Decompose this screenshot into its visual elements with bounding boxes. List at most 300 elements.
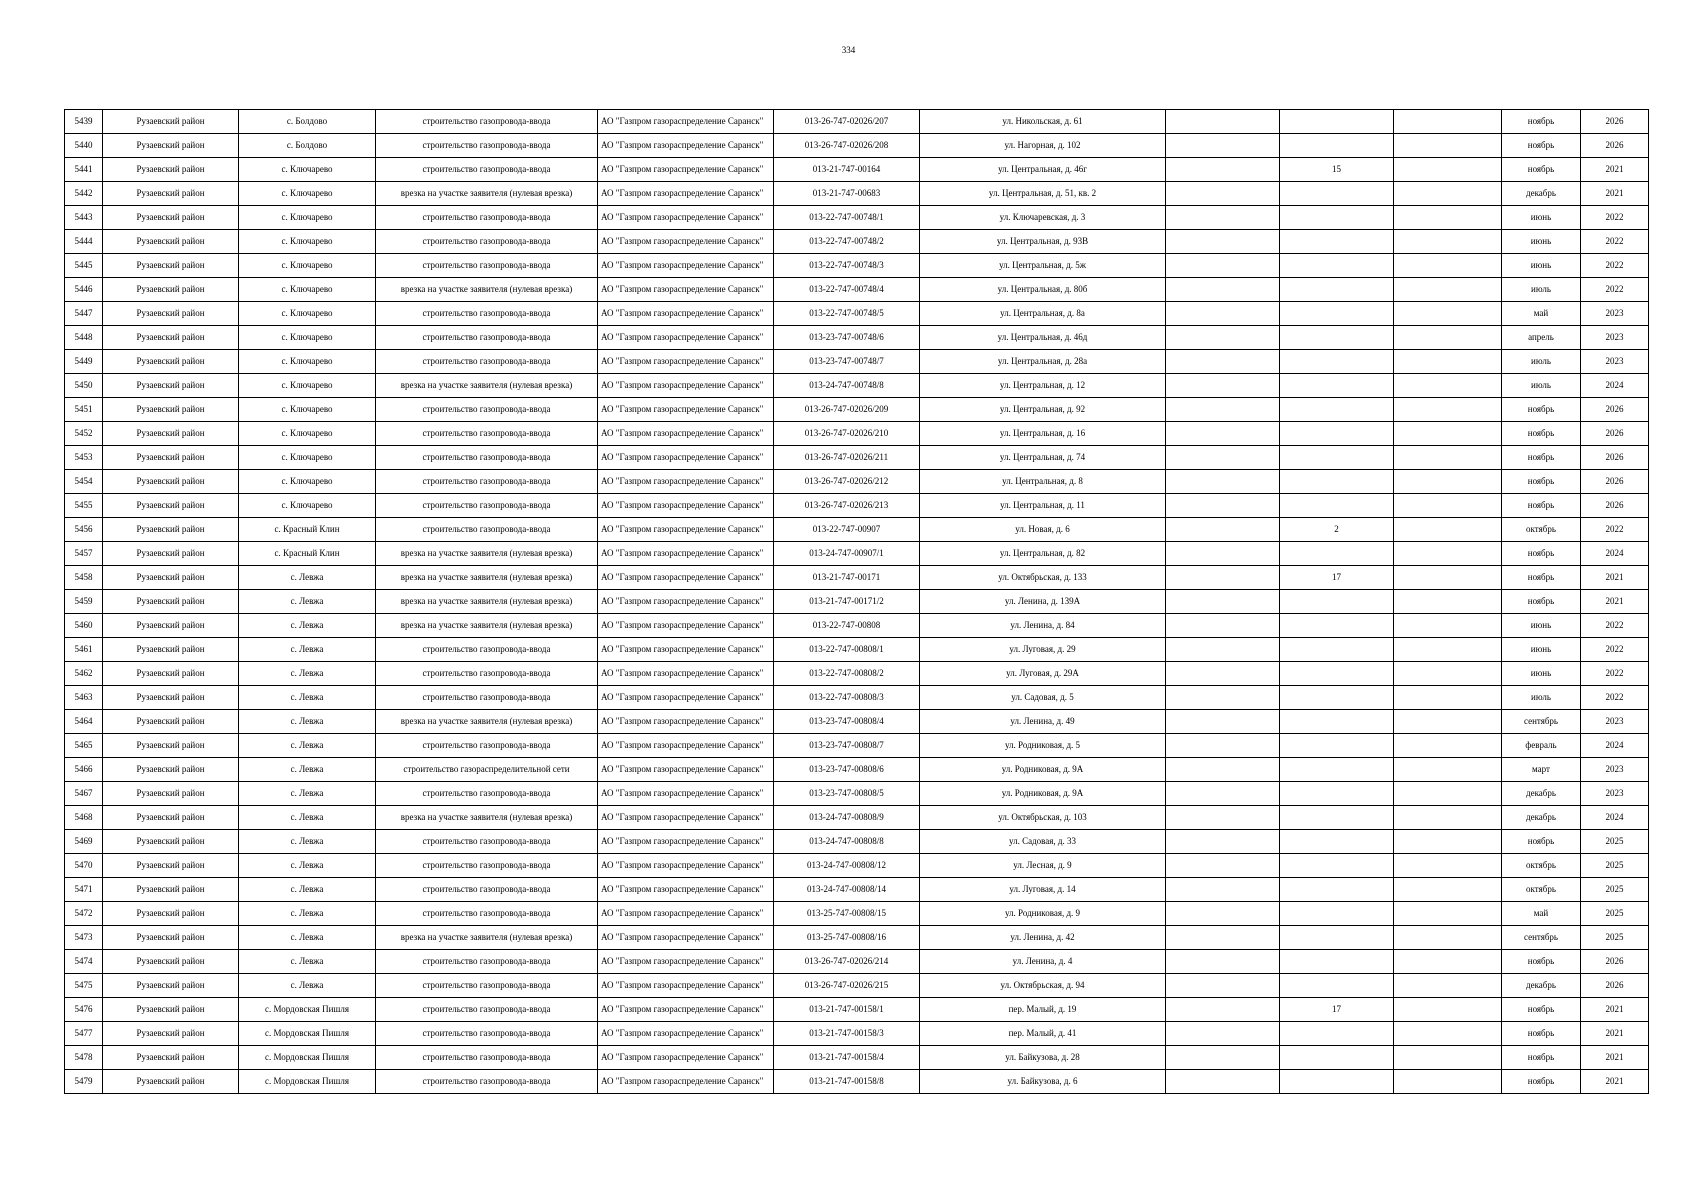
cell-work-type: строительство газопровода-ввода — [376, 878, 598, 902]
cell-contract-number: 013-21-747-00158/3 — [774, 1022, 920, 1046]
cell-organization: АО "Газпром газораспределение Саранск" — [598, 782, 774, 806]
cell-row-number: 5444 — [65, 230, 103, 254]
cell-row-number: 5454 — [65, 470, 103, 494]
cell-locality: с. Левжа — [239, 950, 376, 974]
cell-quantity — [1280, 950, 1394, 974]
cell-month: март — [1502, 758, 1581, 782]
cell-address: ул. Байкузова, д. 6 — [920, 1070, 1166, 1094]
cell-work-type: строительство газопровода-ввода — [376, 734, 598, 758]
cell-locality: с. Ключарево — [239, 206, 376, 230]
cell-locality: с. Ключарево — [239, 326, 376, 350]
cell-quantity — [1280, 782, 1394, 806]
cell-locality: с. Левжа — [239, 590, 376, 614]
cell-empty-column-2 — [1394, 470, 1502, 494]
cell-contract-number: 013-23-747-00808/4 — [774, 710, 920, 734]
cell-organization: АО "Газпром газораспределение Саранск" — [598, 350, 774, 374]
cell-contract-number: 013-26-747-02026/214 — [774, 950, 920, 974]
cell-empty-column-1 — [1166, 686, 1280, 710]
cell-row-number: 5452 — [65, 422, 103, 446]
cell-address: ул. Ленина, д. 4 — [920, 950, 1166, 974]
cell-quantity — [1280, 734, 1394, 758]
cell-address: ул. Центральная, д. 92 — [920, 398, 1166, 422]
cell-quantity — [1280, 686, 1394, 710]
cell-address: ул. Ленина, д. 42 — [920, 926, 1166, 950]
cell-contract-number: 013-24-747-00808/8 — [774, 830, 920, 854]
cell-locality: с. Левжа — [239, 878, 376, 902]
cell-district: Рузаевский район — [103, 110, 239, 134]
cell-quantity — [1280, 350, 1394, 374]
cell-address: ул. Центральная, д. 51, кв. 2 — [920, 182, 1166, 206]
cell-work-type: строительство газопровода-ввода — [376, 974, 598, 998]
table-body — [65, 110, 1649, 1094]
cell-empty-column-1 — [1166, 950, 1280, 974]
cell-month: ноябрь — [1502, 590, 1581, 614]
cell-quantity — [1280, 662, 1394, 686]
cell-district: Рузаевский район — [103, 278, 239, 302]
cell-work-type: врезка на участке заявителя (нулевая врезка) — [376, 374, 598, 398]
cell-contract-number: 013-24-747-00808/9 — [774, 806, 920, 830]
cell-address: ул. Октябрьская, д. 103 — [920, 806, 1166, 830]
cell-address: ул. Центральная, д. 16 — [920, 422, 1166, 446]
cell-organization: АО "Газпром газораспределение Саранск" — [598, 422, 774, 446]
table-row — [65, 686, 1649, 710]
cell-organization: АО "Газпром газораспределение Саранск" — [598, 1070, 774, 1094]
cell-month: июнь — [1502, 614, 1581, 638]
cell-empty-column-1 — [1166, 1022, 1280, 1046]
cell-empty-column-1 — [1166, 158, 1280, 182]
cell-quantity — [1280, 110, 1394, 134]
cell-year: 2022 — [1581, 230, 1649, 254]
table-row — [65, 254, 1649, 278]
cell-quantity — [1280, 830, 1394, 854]
cell-year: 2022 — [1581, 278, 1649, 302]
cell-locality: с. Левжа — [239, 734, 376, 758]
cell-district: Рузаевский район — [103, 1046, 239, 1070]
table-row — [65, 710, 1649, 734]
table-row — [65, 902, 1649, 926]
cell-quantity — [1280, 614, 1394, 638]
cell-empty-column-2 — [1394, 926, 1502, 950]
cell-work-type: врезка на участке заявителя (нулевая врезка) — [376, 566, 598, 590]
cell-row-number: 5461 — [65, 638, 103, 662]
cell-locality: с. Левжа — [239, 710, 376, 734]
cell-empty-column-1 — [1166, 878, 1280, 902]
cell-district: Рузаевский район — [103, 470, 239, 494]
cell-empty-column-1 — [1166, 998, 1280, 1022]
cell-empty-column-2 — [1394, 566, 1502, 590]
cell-work-type: строительство газопровода-ввода — [376, 110, 598, 134]
cell-row-number: 5470 — [65, 854, 103, 878]
table-row — [65, 734, 1649, 758]
cell-address: пер. Малый, д. 19 — [920, 998, 1166, 1022]
cell-locality: с. Левжа — [239, 614, 376, 638]
cell-quantity — [1280, 590, 1394, 614]
cell-month: декабрь — [1502, 182, 1581, 206]
cell-quantity — [1280, 302, 1394, 326]
cell-locality: с. Ключарево — [239, 398, 376, 422]
cell-quantity — [1280, 926, 1394, 950]
cell-district: Рузаевский район — [103, 782, 239, 806]
cell-empty-column-2 — [1394, 134, 1502, 158]
cell-organization: АО "Газпром газораспределение Саранск" — [598, 758, 774, 782]
cell-work-type: строительство газопровода-ввода — [376, 1022, 598, 1046]
cell-organization: АО "Газпром газораспределение Саранск" — [598, 1022, 774, 1046]
cell-contract-number: 013-26-747-02026/208 — [774, 134, 920, 158]
table-row — [65, 230, 1649, 254]
table-row — [65, 422, 1649, 446]
cell-empty-column-2 — [1394, 782, 1502, 806]
cell-year: 2023 — [1581, 350, 1649, 374]
table-row — [65, 950, 1649, 974]
cell-address: ул. Ленина, д. 84 — [920, 614, 1166, 638]
cell-address: ул. Ленина, д. 49 — [920, 710, 1166, 734]
cell-contract-number: 013-26-747-02026/207 — [774, 110, 920, 134]
cell-district: Рузаевский район — [103, 1022, 239, 1046]
table-row — [65, 878, 1649, 902]
cell-row-number: 5448 — [65, 326, 103, 350]
cell-empty-column-1 — [1166, 974, 1280, 998]
cell-row-number: 5463 — [65, 686, 103, 710]
cell-row-number: 5462 — [65, 662, 103, 686]
cell-empty-column-2 — [1394, 830, 1502, 854]
cell-year: 2022 — [1581, 254, 1649, 278]
cell-address: ул. Родниковая, д. 9А — [920, 758, 1166, 782]
cell-month: ноябрь — [1502, 998, 1581, 1022]
cell-empty-column-2 — [1394, 230, 1502, 254]
cell-work-type: строительство газопровода-ввода — [376, 1046, 598, 1070]
cell-contract-number: 013-26-747-02026/215 — [774, 974, 920, 998]
cell-locality: с. Левжа — [239, 854, 376, 878]
cell-organization: АО "Газпром газораспределение Саранск" — [598, 542, 774, 566]
cell-quantity — [1280, 1022, 1394, 1046]
cell-empty-column-2 — [1394, 806, 1502, 830]
table-row — [65, 278, 1649, 302]
cell-district: Рузаевский район — [103, 902, 239, 926]
cell-month: июнь — [1502, 638, 1581, 662]
cell-district: Рузаевский район — [103, 422, 239, 446]
cell-locality: с. Ключарево — [239, 302, 376, 326]
cell-district: Рузаевский район — [103, 182, 239, 206]
cell-work-type: строительство газопровода-ввода — [376, 254, 598, 278]
cell-month: октябрь — [1502, 878, 1581, 902]
cell-address: ул. Центральная, д. 8а — [920, 302, 1166, 326]
cell-empty-column-2 — [1394, 638, 1502, 662]
cell-month: декабрь — [1502, 974, 1581, 998]
cell-year: 2023 — [1581, 302, 1649, 326]
cell-row-number: 5475 — [65, 974, 103, 998]
cell-empty-column-2 — [1394, 758, 1502, 782]
cell-contract-number: 013-22-747-00907 — [774, 518, 920, 542]
cell-empty-column-1 — [1166, 446, 1280, 470]
cell-row-number: 5479 — [65, 1070, 103, 1094]
cell-empty-column-1 — [1166, 566, 1280, 590]
cell-address: ул. Байкузова, д. 28 — [920, 1046, 1166, 1070]
cell-empty-column-1 — [1166, 854, 1280, 878]
cell-empty-column-2 — [1394, 710, 1502, 734]
cell-contract-number: 013-22-747-00748/3 — [774, 254, 920, 278]
cell-empty-column-2 — [1394, 614, 1502, 638]
cell-district: Рузаевский район — [103, 614, 239, 638]
cell-work-type: строительство газопровода-ввода — [376, 686, 598, 710]
cell-work-type: строительство газопровода-ввода — [376, 302, 598, 326]
table-row — [65, 662, 1649, 686]
table-row — [65, 782, 1649, 806]
cell-district: Рузаевский район — [103, 974, 239, 998]
table-row — [65, 758, 1649, 782]
cell-locality: с. Левжа — [239, 902, 376, 926]
cell-district: Рузаевский район — [103, 158, 239, 182]
cell-year: 2021 — [1581, 1022, 1649, 1046]
cell-month: ноябрь — [1502, 950, 1581, 974]
cell-locality: с. Левжа — [239, 926, 376, 950]
cell-empty-column-2 — [1394, 302, 1502, 326]
cell-quantity — [1280, 254, 1394, 278]
cell-address: ул. Центральная, д. 74 — [920, 446, 1166, 470]
cell-year: 2021 — [1581, 998, 1649, 1022]
cell-address: ул. Ленина, д. 139А — [920, 590, 1166, 614]
table-row — [65, 158, 1649, 182]
cell-organization: АО "Газпром газораспределение Саранск" — [598, 374, 774, 398]
cell-work-type: строительство газопровода-ввода — [376, 134, 598, 158]
cell-organization: АО "Газпром газораспределение Саранск" — [598, 710, 774, 734]
cell-empty-column-1 — [1166, 542, 1280, 566]
cell-locality: с. Красный Клин — [239, 518, 376, 542]
cell-contract-number: 013-26-747-02026/209 — [774, 398, 920, 422]
cell-work-type: строительство газопровода-ввода — [376, 830, 598, 854]
cell-contract-number: 013-22-747-00748/5 — [774, 302, 920, 326]
cell-month: февраль — [1502, 734, 1581, 758]
cell-work-type: строительство газопровода-ввода — [376, 230, 598, 254]
cell-address: ул. Октябрьская, д. 94 — [920, 974, 1166, 998]
cell-empty-column-1 — [1166, 734, 1280, 758]
cell-month: ноябрь — [1502, 830, 1581, 854]
cell-month: ноябрь — [1502, 470, 1581, 494]
cell-quantity — [1280, 470, 1394, 494]
cell-quantity — [1280, 278, 1394, 302]
cell-year: 2024 — [1581, 806, 1649, 830]
cell-empty-column-1 — [1166, 1046, 1280, 1070]
table-row — [65, 614, 1649, 638]
cell-year: 2025 — [1581, 878, 1649, 902]
cell-locality: с. Левжа — [239, 662, 376, 686]
cell-contract-number: 013-23-747-00808/5 — [774, 782, 920, 806]
cell-contract-number: 013-22-747-00808/3 — [774, 686, 920, 710]
cell-month: ноябрь — [1502, 1022, 1581, 1046]
cell-contract-number: 013-23-747-00748/7 — [774, 350, 920, 374]
cell-work-type: врезка на участке заявителя (нулевая врезка) — [376, 926, 598, 950]
cell-quantity — [1280, 1046, 1394, 1070]
cell-empty-column-2 — [1394, 590, 1502, 614]
table-row — [65, 542, 1649, 566]
cell-organization: АО "Газпром газораспределение Саранск" — [598, 926, 774, 950]
cell-locality: с. Ключарево — [239, 494, 376, 518]
cell-locality: с. Мордовская Пишля — [239, 1070, 376, 1094]
cell-year: 2024 — [1581, 374, 1649, 398]
cell-row-number: 5478 — [65, 1046, 103, 1070]
cell-locality: с. Ключарево — [239, 158, 376, 182]
cell-empty-column-2 — [1394, 902, 1502, 926]
cell-locality: с. Мордовская Пишля — [239, 1022, 376, 1046]
cell-empty-column-1 — [1166, 1070, 1280, 1094]
cell-address: ул. Родниковая, д. 5 — [920, 734, 1166, 758]
cell-organization: АО "Газпром газораспределение Саранск" — [598, 398, 774, 422]
table-row — [65, 470, 1649, 494]
cell-row-number: 5450 — [65, 374, 103, 398]
cell-contract-number: 013-23-747-00748/6 — [774, 326, 920, 350]
cell-locality: с. Левжа — [239, 830, 376, 854]
cell-month: июнь — [1502, 254, 1581, 278]
cell-contract-number: 013-26-747-02026/210 — [774, 422, 920, 446]
cell-address: ул. Центральная, д. 80б — [920, 278, 1166, 302]
cell-quantity — [1280, 758, 1394, 782]
cell-year: 2023 — [1581, 782, 1649, 806]
cell-month: декабрь — [1502, 806, 1581, 830]
cell-work-type: строительство газопровода-ввода — [376, 518, 598, 542]
cell-empty-column-2 — [1394, 662, 1502, 686]
cell-district: Рузаевский район — [103, 518, 239, 542]
table-row — [65, 518, 1649, 542]
cell-quantity — [1280, 374, 1394, 398]
cell-quantity — [1280, 398, 1394, 422]
cell-year: 2026 — [1581, 422, 1649, 446]
cell-work-type: строительство газопровода-ввода — [376, 470, 598, 494]
cell-row-number: 5456 — [65, 518, 103, 542]
cell-work-type: строительство газопровода-ввода — [376, 398, 598, 422]
table-row — [65, 974, 1649, 998]
cell-row-number: 5442 — [65, 182, 103, 206]
cell-year: 2026 — [1581, 470, 1649, 494]
cell-empty-column-2 — [1394, 350, 1502, 374]
cell-year: 2026 — [1581, 134, 1649, 158]
cell-contract-number: 013-24-747-00907/1 — [774, 542, 920, 566]
cell-contract-number: 013-21-747-00158/8 — [774, 1070, 920, 1094]
cell-district: Рузаевский район — [103, 566, 239, 590]
cell-work-type: строительство газопровода-ввода — [376, 422, 598, 446]
cell-contract-number: 013-23-747-00808/7 — [774, 734, 920, 758]
cell-row-number: 5455 — [65, 494, 103, 518]
cell-contract-number: 013-22-747-00748/4 — [774, 278, 920, 302]
cell-organization: АО "Газпром газораспределение Саранск" — [598, 230, 774, 254]
cell-quantity — [1280, 326, 1394, 350]
cell-organization: АО "Газпром газораспределение Саранск" — [598, 902, 774, 926]
cell-locality: с. Ключарево — [239, 230, 376, 254]
cell-empty-column-2 — [1394, 998, 1502, 1022]
cell-contract-number: 013-21-747-00164 — [774, 158, 920, 182]
cell-district: Рузаевский район — [103, 950, 239, 974]
cell-empty-column-1 — [1166, 206, 1280, 230]
cell-address: ул. Луговая, д. 29А — [920, 662, 1166, 686]
cell-year: 2026 — [1581, 110, 1649, 134]
cell-year: 2023 — [1581, 758, 1649, 782]
cell-organization: АО "Газпром газораспределение Саранск" — [598, 614, 774, 638]
cell-empty-column-2 — [1394, 878, 1502, 902]
cell-organization: АО "Газпром газораспределение Саранск" — [598, 734, 774, 758]
cell-year: 2021 — [1581, 566, 1649, 590]
cell-row-number: 5449 — [65, 350, 103, 374]
cell-organization: АО "Газпром газораспределение Саранск" — [598, 590, 774, 614]
cell-district: Рузаевский район — [103, 134, 239, 158]
cell-district: Рузаевский район — [103, 590, 239, 614]
cell-organization: АО "Газпром газораспределение Саранск" — [598, 686, 774, 710]
cell-organization: АО "Газпром газораспределение Саранск" — [598, 182, 774, 206]
cell-year: 2025 — [1581, 854, 1649, 878]
cell-row-number: 5458 — [65, 566, 103, 590]
cell-empty-column-2 — [1394, 494, 1502, 518]
cell-row-number: 5472 — [65, 902, 103, 926]
cell-empty-column-1 — [1166, 422, 1280, 446]
cell-work-type: врезка на участке заявителя (нулевая врезка) — [376, 278, 598, 302]
cell-organization: АО "Газпром газораспределение Саранск" — [598, 950, 774, 974]
cell-address: ул. Центральная, д. 5ж — [920, 254, 1166, 278]
cell-district: Рузаевский район — [103, 374, 239, 398]
cell-organization: АО "Газпром газораспределение Саранск" — [598, 110, 774, 134]
cell-row-number: 5441 — [65, 158, 103, 182]
cell-work-type: строительство газопровода-ввода — [376, 206, 598, 230]
cell-row-number: 5446 — [65, 278, 103, 302]
cell-empty-column-1 — [1166, 662, 1280, 686]
cell-organization: АО "Газпром газораспределение Саранск" — [598, 446, 774, 470]
cell-empty-column-1 — [1166, 350, 1280, 374]
cell-month: май — [1502, 302, 1581, 326]
cell-work-type: строительство газопровода-ввода — [376, 782, 598, 806]
cell-contract-number: 013-22-747-00808/2 — [774, 662, 920, 686]
cell-empty-column-1 — [1166, 182, 1280, 206]
cell-quantity — [1280, 902, 1394, 926]
table-row — [65, 926, 1649, 950]
cell-empty-column-1 — [1166, 614, 1280, 638]
cell-address: ул. Центральная, д. 82 — [920, 542, 1166, 566]
cell-month: ноябрь — [1502, 398, 1581, 422]
cell-district: Рузаевский район — [103, 494, 239, 518]
cell-row-number: 5477 — [65, 1022, 103, 1046]
cell-quantity — [1280, 854, 1394, 878]
cell-empty-column-2 — [1394, 518, 1502, 542]
cell-month: июнь — [1502, 230, 1581, 254]
table-row — [65, 1022, 1649, 1046]
cell-quantity — [1280, 422, 1394, 446]
cell-organization: АО "Газпром газораспределение Саранск" — [598, 470, 774, 494]
cell-year: 2026 — [1581, 494, 1649, 518]
cell-year: 2024 — [1581, 734, 1649, 758]
cell-locality: с. Левжа — [239, 806, 376, 830]
table-row — [65, 494, 1649, 518]
cell-year: 2026 — [1581, 950, 1649, 974]
cell-empty-column-2 — [1394, 374, 1502, 398]
cell-empty-column-1 — [1166, 758, 1280, 782]
cell-empty-column-1 — [1166, 278, 1280, 302]
cell-work-type: строительство газопровода-ввода — [376, 854, 598, 878]
cell-organization: АО "Газпром газораспределение Саранск" — [598, 566, 774, 590]
cell-contract-number: 013-22-747-00748/1 — [774, 206, 920, 230]
cell-month: ноябрь — [1502, 422, 1581, 446]
cell-month: ноябрь — [1502, 110, 1581, 134]
cell-address: ул. Садовая, д. 33 — [920, 830, 1166, 854]
cell-locality: с. Ключарево — [239, 374, 376, 398]
cell-year: 2021 — [1581, 182, 1649, 206]
cell-contract-number: 013-24-747-00808/14 — [774, 878, 920, 902]
cell-organization: АО "Газпром газораспределение Саранск" — [598, 518, 774, 542]
cell-row-number: 5465 — [65, 734, 103, 758]
cell-row-number: 5467 — [65, 782, 103, 806]
cell-district: Рузаевский район — [103, 758, 239, 782]
cell-month: ноябрь — [1502, 566, 1581, 590]
cell-address: ул. Лесная, д. 9 — [920, 854, 1166, 878]
cell-contract-number: 013-25-747-00808/16 — [774, 926, 920, 950]
cell-work-type: врезка на участке заявителя (нулевая врезка) — [376, 710, 598, 734]
cell-organization: АО "Газпром газораспределение Саранск" — [598, 302, 774, 326]
cell-address: ул. Родниковая, д. 9 — [920, 902, 1166, 926]
cell-organization: АО "Газпром газораспределение Саранск" — [598, 878, 774, 902]
